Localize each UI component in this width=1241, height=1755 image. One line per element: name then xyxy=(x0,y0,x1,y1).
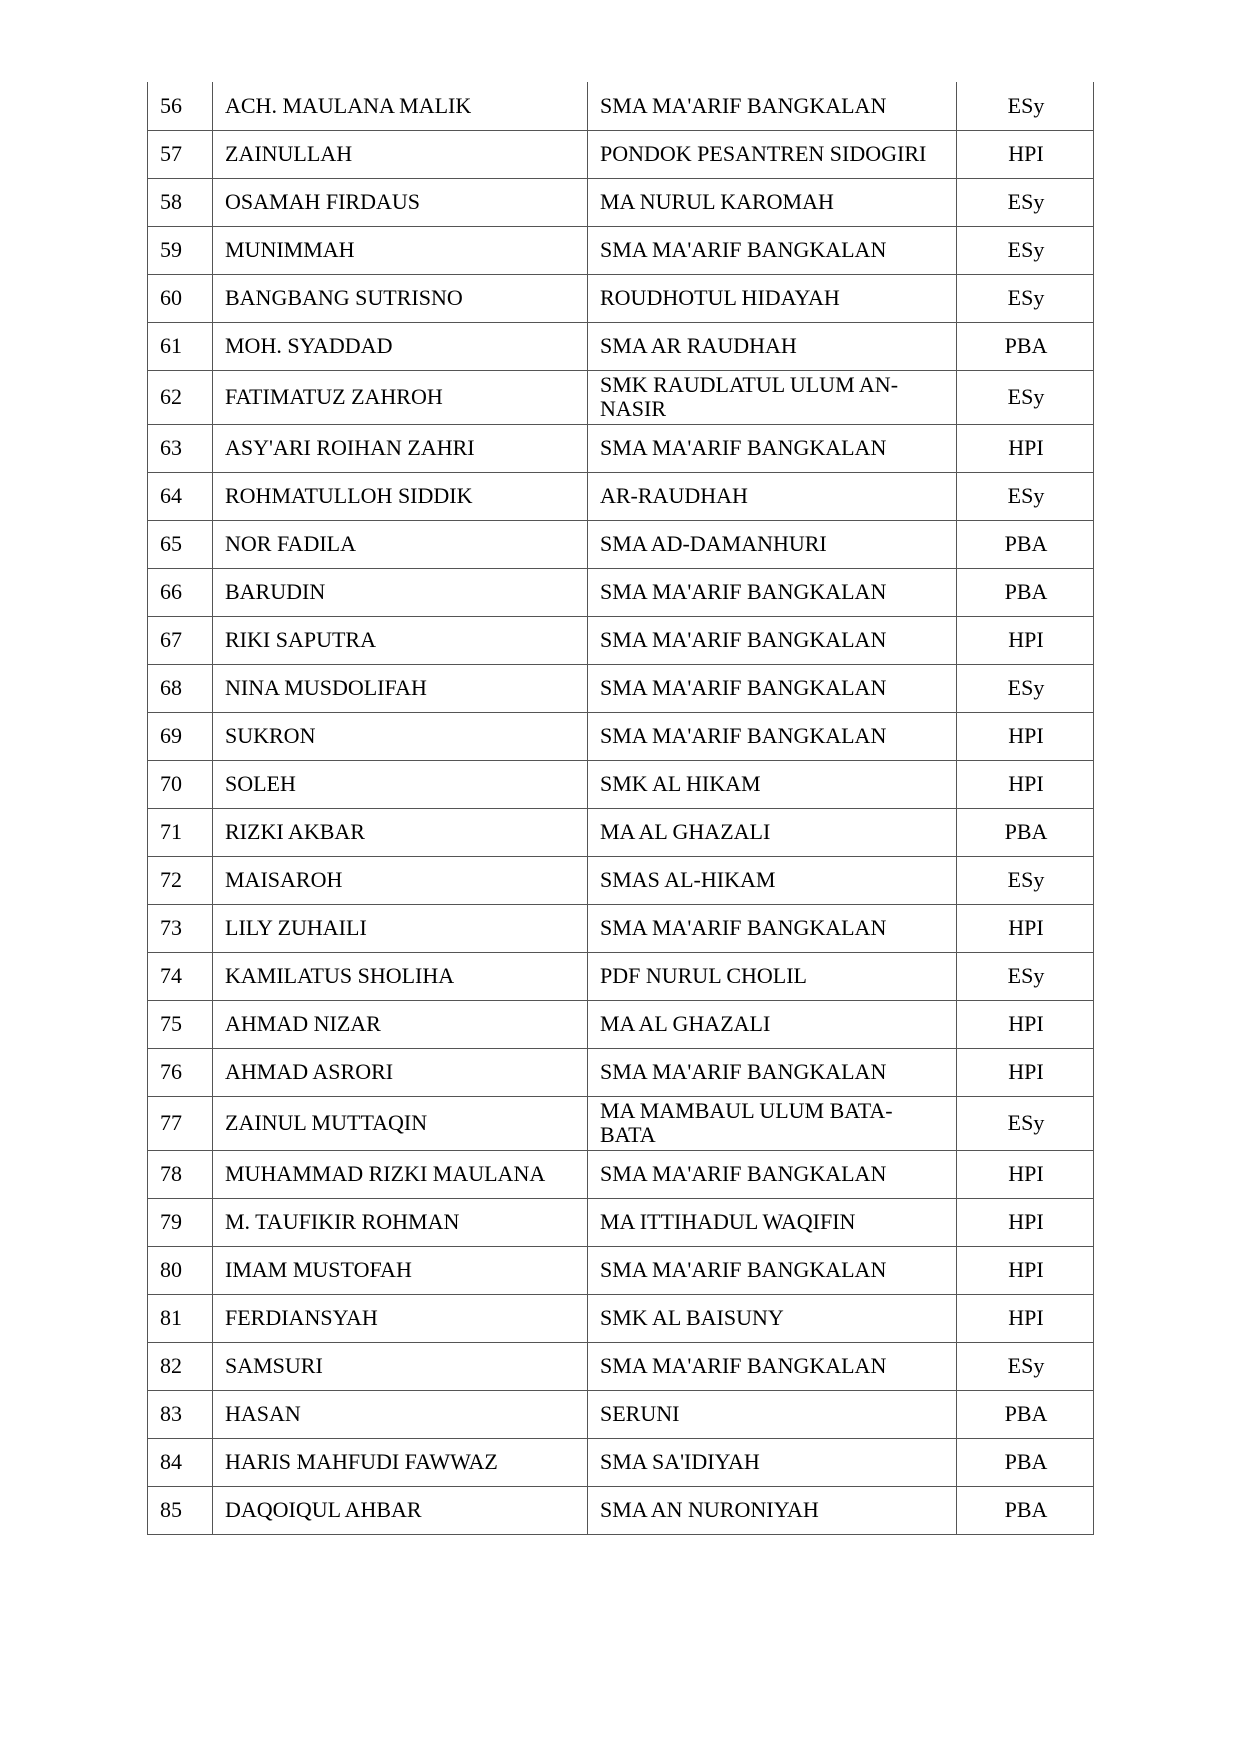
study-program-cell: HPI xyxy=(957,1294,1094,1342)
study-program-cell: ESy xyxy=(957,952,1094,1000)
table-row xyxy=(148,760,1094,808)
table-row xyxy=(148,1198,1094,1246)
row-number-cell: 80 xyxy=(148,1246,213,1294)
row-number-cell: 83 xyxy=(148,1390,213,1438)
participant-table-body xyxy=(148,82,1094,1534)
student-name-cell: SUKRON xyxy=(213,712,588,760)
school-name-cell: SMA MA'ARIF BANGKALAN xyxy=(588,712,957,760)
row-number-cell: 59 xyxy=(148,226,213,274)
row-number-cell: 56 xyxy=(148,82,213,130)
row-number-cell: 64 xyxy=(148,472,213,520)
table-row xyxy=(148,712,1094,760)
school-name-cell: SMAS AL-HIKAM xyxy=(588,856,957,904)
school-name-cell: SERUNI xyxy=(588,1390,957,1438)
student-name-cell: RIZKI AKBAR xyxy=(213,808,588,856)
student-name-cell: BANGBANG SUTRISNO xyxy=(213,274,588,322)
row-number-cell: 57 xyxy=(148,130,213,178)
school-name-cell: MA AL GHAZALI xyxy=(588,1000,957,1048)
student-name-cell: MAISAROH xyxy=(213,856,588,904)
table-row xyxy=(148,1048,1094,1096)
student-name-cell: M. TAUFIKIR ROHMAN xyxy=(213,1198,588,1246)
school-name-cell: SMA MA'ARIF BANGKALAN xyxy=(588,1342,957,1390)
study-program-cell: HPI xyxy=(957,130,1094,178)
table-row xyxy=(148,274,1094,322)
school-name-cell: SMA MA'ARIF BANGKALAN xyxy=(588,568,957,616)
student-name-cell: ASY'ARI ROIHAN ZAHRI xyxy=(213,424,588,472)
school-name-cell: PDF NURUL CHOLIL xyxy=(588,952,957,1000)
school-name-cell: MA MAMBAUL ULUM BATA-BATA xyxy=(588,1096,957,1150)
student-name-cell: IMAM MUSTOFAH xyxy=(213,1246,588,1294)
school-name-cell: SMA AR RAUDHAH xyxy=(588,322,957,370)
table-row xyxy=(148,424,1094,472)
study-program-cell: ESy xyxy=(957,1342,1094,1390)
table-row xyxy=(148,370,1094,424)
study-program-cell: PBA xyxy=(957,568,1094,616)
row-number-cell: 75 xyxy=(148,1000,213,1048)
student-name-cell: RIKI SAPUTRA xyxy=(213,616,588,664)
student-name-cell: SOLEH xyxy=(213,760,588,808)
school-name-cell: SMA MA'ARIF BANGKALAN xyxy=(588,664,957,712)
study-program-cell: HPI xyxy=(957,1150,1094,1198)
study-program-cell: ESy xyxy=(957,472,1094,520)
table-row xyxy=(148,178,1094,226)
table-row xyxy=(148,82,1094,130)
table-row xyxy=(148,1096,1094,1150)
study-program-cell: HPI xyxy=(957,904,1094,952)
student-name-cell: AHMAD ASRORI xyxy=(213,1048,588,1096)
table-row xyxy=(148,808,1094,856)
row-number-cell: 67 xyxy=(148,616,213,664)
table-row xyxy=(148,664,1094,712)
row-number-cell: 66 xyxy=(148,568,213,616)
study-program-cell: PBA xyxy=(957,808,1094,856)
student-name-cell: LILY ZUHAILI xyxy=(213,904,588,952)
study-program-cell: HPI xyxy=(957,616,1094,664)
school-name-cell: SMK RAUDLATUL ULUM AN-NASIR xyxy=(588,370,957,424)
row-number-cell: 85 xyxy=(148,1486,213,1534)
study-program-cell: HPI xyxy=(957,1000,1094,1048)
study-program-cell: PBA xyxy=(957,322,1094,370)
student-name-cell: HASAN xyxy=(213,1390,588,1438)
study-program-cell: ESy xyxy=(957,1096,1094,1150)
school-name-cell: SMA MA'ARIF BANGKALAN xyxy=(588,1048,957,1096)
student-name-cell: FATIMATUZ ZAHROH xyxy=(213,370,588,424)
school-name-cell: SMA MA'ARIF BANGKALAN xyxy=(588,1150,957,1198)
student-name-cell: MUNIMMAH xyxy=(213,226,588,274)
row-number-cell: 73 xyxy=(148,904,213,952)
table-row xyxy=(148,1438,1094,1486)
study-program-cell: ESy xyxy=(957,82,1094,130)
school-name-cell: MA ITTIHADUL WAQIFIN xyxy=(588,1198,957,1246)
participant-table xyxy=(147,82,1094,1535)
school-name-cell: SMA AN NURONIYAH xyxy=(588,1486,957,1534)
row-number-cell: 76 xyxy=(148,1048,213,1096)
student-name-cell: ZAINUL MUTTAQIN xyxy=(213,1096,588,1150)
row-number-cell: 70 xyxy=(148,760,213,808)
row-number-cell: 81 xyxy=(148,1294,213,1342)
study-program-cell: HPI xyxy=(957,1048,1094,1096)
study-program-cell: HPI xyxy=(957,1198,1094,1246)
study-program-cell: PBA xyxy=(957,520,1094,568)
study-program-cell: HPI xyxy=(957,1246,1094,1294)
study-program-cell: HPI xyxy=(957,712,1094,760)
row-number-cell: 77 xyxy=(148,1096,213,1150)
student-name-cell: AHMAD NIZAR xyxy=(213,1000,588,1048)
student-name-cell: ACH. MAULANA MALIK xyxy=(213,82,588,130)
table-row xyxy=(148,322,1094,370)
school-name-cell: MA NURUL KAROMAH xyxy=(588,178,957,226)
table-row xyxy=(148,1000,1094,1048)
school-name-cell: ROUDHOTUL HIDAYAH xyxy=(588,274,957,322)
row-number-cell: 78 xyxy=(148,1150,213,1198)
study-program-cell: PBA xyxy=(957,1438,1094,1486)
student-name-cell: NINA MUSDOLIFAH xyxy=(213,664,588,712)
table-row xyxy=(148,856,1094,904)
study-program-cell: PBA xyxy=(957,1486,1094,1534)
table-row xyxy=(148,952,1094,1000)
student-name-cell: MUHAMMAD RIZKI MAULANA xyxy=(213,1150,588,1198)
student-name-cell: HARIS MAHFUDI FAWWAZ xyxy=(213,1438,588,1486)
row-number-cell: 84 xyxy=(148,1438,213,1486)
study-program-cell: HPI xyxy=(957,424,1094,472)
row-number-cell: 61 xyxy=(148,322,213,370)
row-number-cell: 69 xyxy=(148,712,213,760)
student-name-cell: MOH. SYADDAD xyxy=(213,322,588,370)
row-number-cell: 68 xyxy=(148,664,213,712)
table-row xyxy=(148,1246,1094,1294)
table-row xyxy=(148,1150,1094,1198)
study-program-cell: ESy xyxy=(957,178,1094,226)
row-number-cell: 60 xyxy=(148,274,213,322)
study-program-cell: ESy xyxy=(957,274,1094,322)
row-number-cell: 63 xyxy=(148,424,213,472)
study-program-cell: ESy xyxy=(957,664,1094,712)
table-row xyxy=(148,472,1094,520)
school-name-cell: AR-RAUDHAH xyxy=(588,472,957,520)
school-name-cell: PONDOK PESANTREN SIDOGIRI xyxy=(588,130,957,178)
row-number-cell: 62 xyxy=(148,370,213,424)
table-row xyxy=(148,130,1094,178)
row-number-cell: 58 xyxy=(148,178,213,226)
table-row xyxy=(148,1390,1094,1438)
study-program-cell: ESy xyxy=(957,226,1094,274)
school-name-cell: SMA MA'ARIF BANGKALAN xyxy=(588,904,957,952)
row-number-cell: 71 xyxy=(148,808,213,856)
study-program-cell: ESy xyxy=(957,370,1094,424)
table-row xyxy=(148,1294,1094,1342)
school-name-cell: SMA MA'ARIF BANGKALAN xyxy=(588,226,957,274)
row-number-cell: 82 xyxy=(148,1342,213,1390)
study-program-cell: HPI xyxy=(957,760,1094,808)
row-number-cell: 74 xyxy=(148,952,213,1000)
school-name-cell: SMA MA'ARIF BANGKALAN xyxy=(588,616,957,664)
student-name-cell: FERDIANSYAH xyxy=(213,1294,588,1342)
student-name-cell: ROHMATULLOH SIDDIK xyxy=(213,472,588,520)
table-row xyxy=(148,568,1094,616)
school-name-cell: SMK AL BAISUNY xyxy=(588,1294,957,1342)
student-name-cell: ZAINULLAH xyxy=(213,130,588,178)
study-program-cell: ESy xyxy=(957,856,1094,904)
student-name-cell: BARUDIN xyxy=(213,568,588,616)
table-row xyxy=(148,1486,1094,1534)
student-name-cell: OSAMAH FIRDAUS xyxy=(213,178,588,226)
school-name-cell: SMA MA'ARIF BANGKALAN xyxy=(588,424,957,472)
row-number-cell: 79 xyxy=(148,1198,213,1246)
student-name-cell: KAMILATUS SHOLIHA xyxy=(213,952,588,1000)
table-row xyxy=(148,616,1094,664)
school-name-cell: MA AL GHAZALI xyxy=(588,808,957,856)
school-name-cell: SMA MA'ARIF BANGKALAN xyxy=(588,82,957,130)
table-row xyxy=(148,226,1094,274)
row-number-cell: 72 xyxy=(148,856,213,904)
school-name-cell: SMA SA'IDIYAH xyxy=(588,1438,957,1486)
study-program-cell: PBA xyxy=(957,1390,1094,1438)
row-number-cell: 65 xyxy=(148,520,213,568)
school-name-cell: SMA MA'ARIF BANGKALAN xyxy=(588,1246,957,1294)
student-name-cell: SAMSURI xyxy=(213,1342,588,1390)
student-name-cell: DAQOIQUL AHBAR xyxy=(213,1486,588,1534)
student-name-cell: NOR FADILA xyxy=(213,520,588,568)
school-name-cell: SMK AL HIKAM xyxy=(588,760,957,808)
table-row xyxy=(148,1342,1094,1390)
school-name-cell: SMA AD-DAMANHURI xyxy=(588,520,957,568)
table-row xyxy=(148,904,1094,952)
table-row xyxy=(148,520,1094,568)
